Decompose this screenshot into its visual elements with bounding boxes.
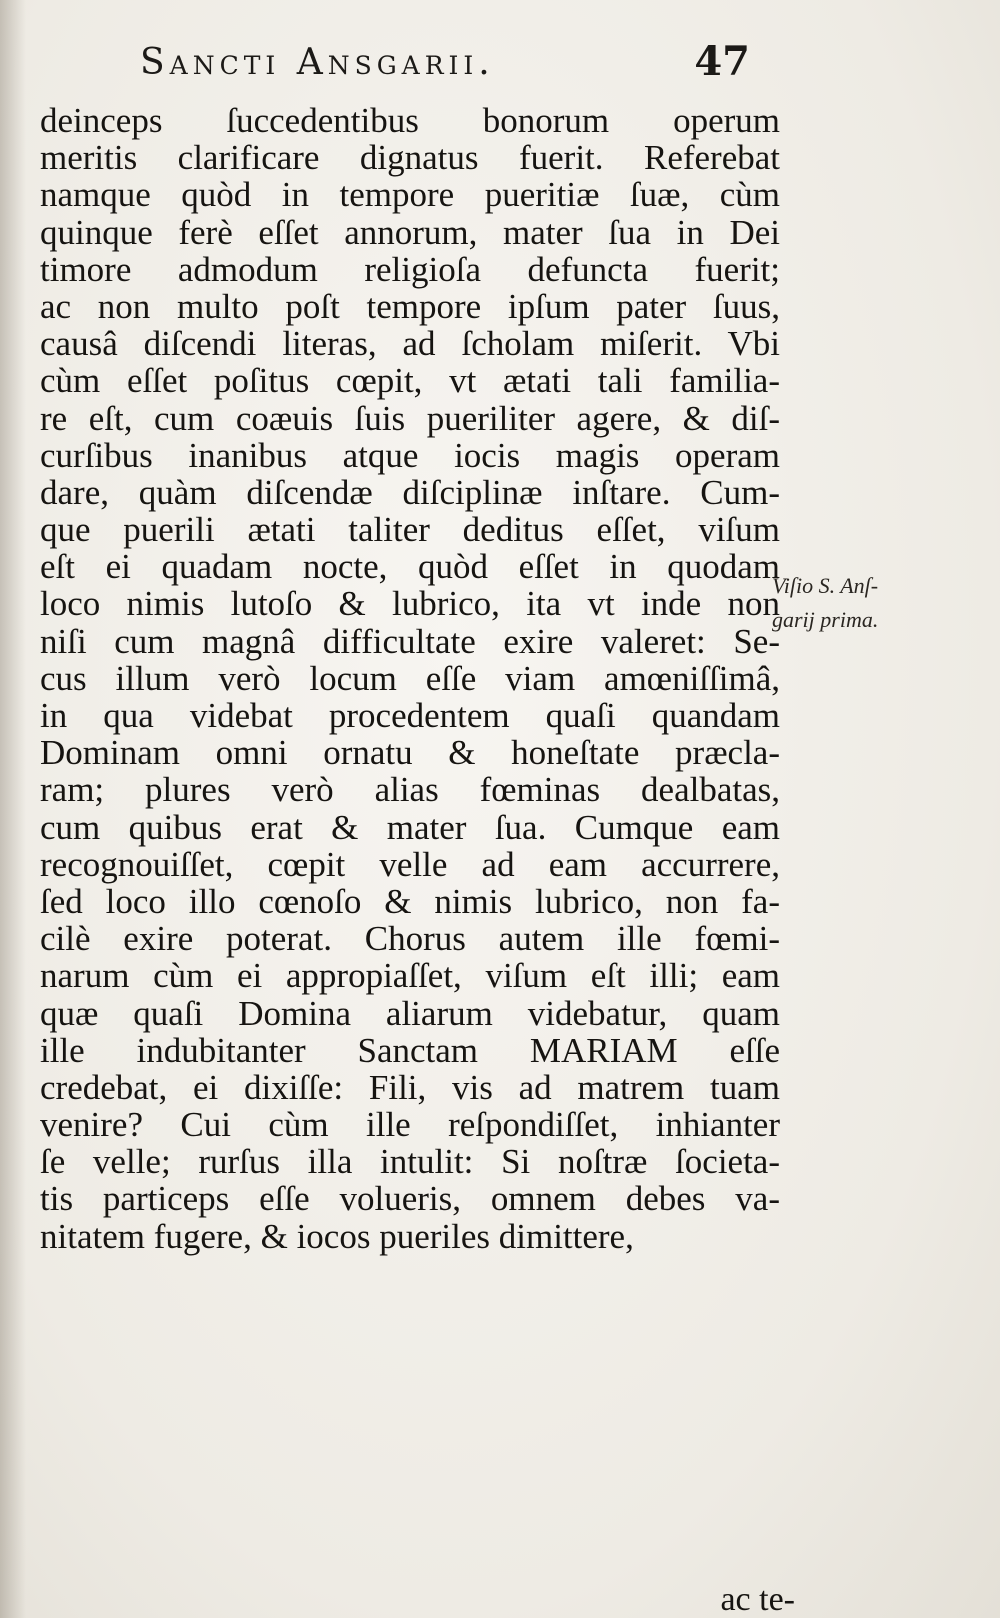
text-line: ac non multo poſt tempore ipſum pater ſuus, [40, 286, 780, 326]
marginal-note-line-2: garij prima. [772, 607, 879, 632]
text-line: deinceps ſuccedentibus bonorum operum [40, 101, 780, 140]
text-line: namque quòd in tempore pueritiæ ſuæ, cùm [40, 175, 780, 215]
text-line: loco nimis lutoſo & lubrico, ita vt inde non [40, 584, 780, 624]
text-line: ſe velle; rurſus illa intulit: Si noſtræ ſocieta- [40, 1142, 780, 1182]
text-line: cilè exire poterat. Chorus autem ille fœmi- [40, 919, 780, 959]
text-line: narum cùm ei appropiaſſet, viſum eſt illi; eam [40, 956, 780, 996]
text-line: niſi cum magnâ difficultate exire valeret: Se- [40, 621, 780, 661]
body-text [40, 102, 780, 1255]
page-number: 47 [694, 38, 750, 85]
text-line: meritis clarificare dignatus fuerit. Referebat [40, 138, 780, 178]
text-line: dare, quàm diſcendæ diſciplinæ inſtare. Cum- [40, 472, 780, 512]
text-line: curſibus inanibus atque iocis magis operam [40, 435, 780, 475]
text-line: venire? Cui cùm ille reſpondiſſet, inhianter [40, 1105, 780, 1145]
running-head [140, 36, 780, 96]
text-line: ille indubitanter Sanctam MARIAM eſſe [40, 1030, 780, 1070]
marginal-note-line-1: Viſio S. Anſ- [772, 573, 879, 598]
text-line: causâ diſcendi literas, ad ſcholam miſerit. Vbi [40, 324, 780, 364]
text-line: tis particeps eſſe volueris, omnem debes va- [40, 1179, 780, 1219]
text-line: cum quibus erat & mater ſua. Cumque eam [40, 807, 780, 847]
text-line: que puerili ætati taliter deditus eſſet, viſum [40, 510, 780, 550]
text-line: quæ quaſi Domina aliarum videbatur, quam [40, 993, 780, 1033]
text-line: ſed loco illo cœnoſo & nimis lubrico, non fa- [40, 881, 780, 921]
text-line: cus illum verò locum eſſe viam amœniſſimâ, [40, 658, 780, 698]
text-line: cùm eſſet poſitus cœpit, vt ætati tali familia- [40, 361, 780, 401]
text-line: credebat, ei dixiſſe: Fili, vis ad matrem tuam [40, 1067, 780, 1107]
text-line: recognouiſſet, cœpit velle ad eam accurrere, [40, 844, 780, 884]
text-line: eſt ei quadam nocte, quòd eſſet in quodam [40, 547, 780, 587]
catchword: ac te- [720, 1581, 795, 1618]
text-line: in qua videbat procedentem quaſi quandam [40, 696, 780, 735]
binding-fold-shadow [0, 0, 26, 1618]
text-line: ram; plures verò alias fœminas dealbatas, [40, 770, 780, 810]
text-line: nitatem fugere, & iocos pueriles dimittere, [40, 1216, 634, 1256]
running-title: Sancti Ansgarii. [140, 42, 495, 83]
text-line: re eſt, cum coæuis ſuis pueriliter agere, & diſ- [40, 398, 780, 438]
text-line: timore admodum religioſa defuncta fuerit; [40, 249, 780, 289]
text-line: Dominam omni ornatu & honeſtate præcla- [40, 733, 780, 773]
text-line: quinque ferè eſſet annorum, mater ſua in Dei [40, 212, 780, 252]
